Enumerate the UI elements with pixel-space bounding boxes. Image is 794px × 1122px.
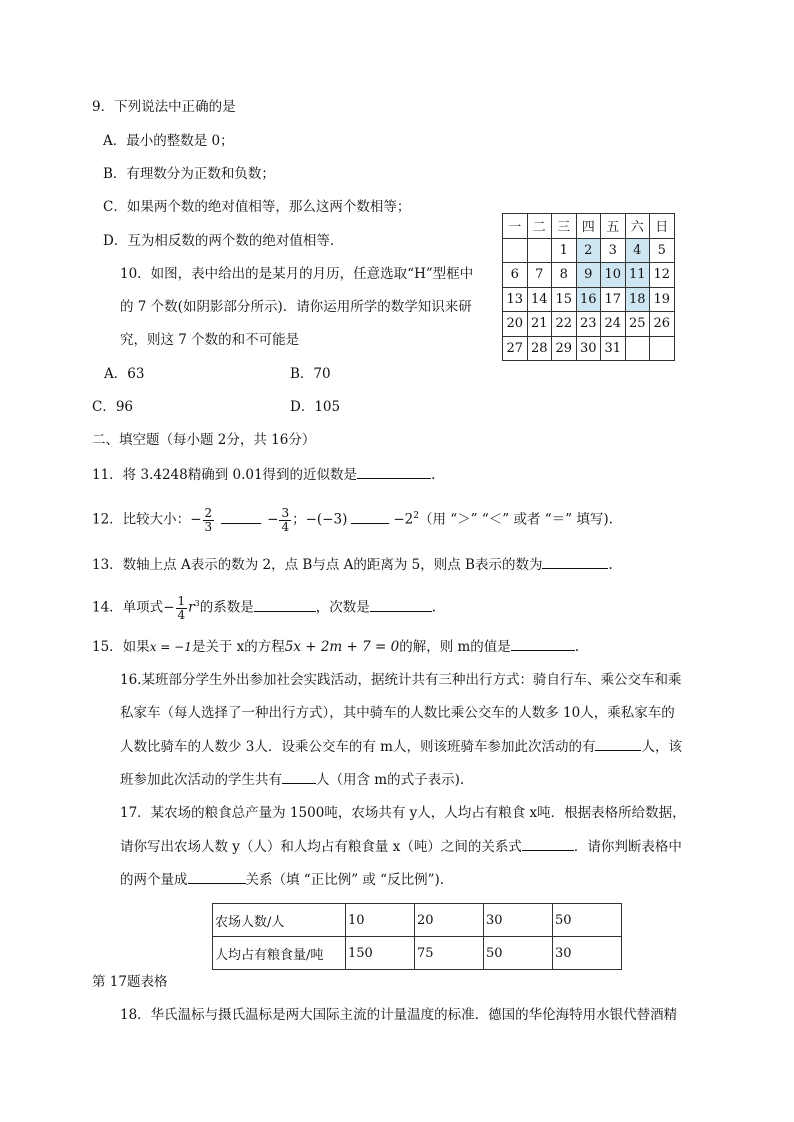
calendar-cell: 12 [650, 263, 675, 288]
q16-line1: 16.某班部分学生外出参加社会实践活动，据统计共有三种出行方式：骑自行车、乘公交车和乘 [120, 672, 682, 688]
calendar-cell: 17 [601, 287, 626, 312]
section-heading: 二、填空题（每小题 2分，共 16分） [92, 432, 316, 448]
q18-line1: 18．华氏温标与摄氏温标是两大国际主流的计量温度的标准．德国的华伦海特用水银代替酒精 [120, 1007, 678, 1023]
calendar-cell: 31 [601, 336, 626, 361]
calendar-cell: 28 [527, 336, 552, 361]
q12-mid: ；−(−3) [292, 511, 348, 528]
calendar-cell [527, 238, 552, 263]
calendar-cell: 29 [552, 336, 577, 361]
table-cell: 30 [484, 904, 553, 937]
q16-answer-blank-2[interactable] [282, 769, 316, 784]
q17-line3b: 关系（填 “正比例” 或 “反比例”). [245, 872, 445, 888]
q12-suffix: （用 “＞” “＜” 或者 “＝” 填写). [418, 511, 613, 528]
calendar-cell-shaded: 4 [625, 238, 650, 263]
q14-mid: 的系数是 [199, 599, 254, 616]
calendar-cell-shaded: 10 [601, 263, 626, 288]
calendar-cell: 15 [552, 287, 577, 312]
q13-text: 13．数轴上点 A表示的数为 2，点 B与点 A的距离为 5，则点 B表示的数为 [92, 557, 543, 573]
calendar-cell [650, 336, 675, 361]
calendar-cell-shaded: 16 [576, 287, 601, 312]
q12-f1-den: 3 [204, 519, 213, 534]
q15-answer-blank[interactable] [511, 636, 575, 651]
q14-coef-den: 4 [177, 607, 186, 622]
table-row [213, 904, 622, 937]
q15-mid: 是关于 x的方程 [191, 639, 285, 655]
q16-line2: 私家车（每人选择了一种出行方式），其中骑车的人数比乘公交车的人数多 10人，乘私家车的 [120, 705, 675, 721]
q12-f1-num: 2 [204, 505, 213, 520]
q15-mid2: 的解，则 m的值是 [399, 639, 511, 655]
calendar-header: 一 [503, 214, 528, 239]
q15 [92, 636, 579, 657]
q17-answer-blank-1[interactable] [522, 836, 574, 851]
table-cell: 30 [553, 937, 622, 970]
q13-end: . [608, 557, 613, 573]
calendar-cell: 23 [576, 312, 601, 337]
q17-answer-blank-2[interactable] [188, 869, 246, 884]
q14-var: r [188, 599, 195, 616]
q10-line1: 10．如图，表中给出的是某月的月历，任意选取“H”型框中 [120, 266, 474, 282]
calendar-cell-shaded: 18 [625, 287, 650, 312]
q9-option-c: C．如果两个数的绝对值相等，那么这两个数相等； [103, 199, 411, 215]
calendar-cell: 26 [650, 312, 675, 337]
calendar-cell-shaded: 9 [576, 263, 601, 288]
q11-answer-blank[interactable] [357, 464, 431, 479]
calendar-cell: 30 [576, 336, 601, 361]
q12-f2-num: 3 [281, 505, 290, 520]
q14-coef-num: 1 [177, 593, 186, 608]
q12-exp: 2 [413, 511, 419, 521]
calendar-cell: 3 [601, 238, 626, 263]
q12-fraction-2 [279, 507, 291, 534]
table-cell: 75 [415, 937, 484, 970]
q16-line4a: 班参加此次活动的学生共有 [120, 772, 282, 788]
q13-answer-blank[interactable] [542, 554, 608, 569]
q10-option-b: B．70 [290, 366, 331, 382]
q16-answer-blank-1[interactable] [595, 736, 641, 751]
q11-end: . [431, 467, 436, 483]
q10-option-a: A．63 [104, 366, 145, 382]
calendar-cell: 5 [650, 238, 675, 263]
q9-option-b: B．有理数分为正数和负数； [103, 166, 275, 182]
q15-prefix: 15．如果 [92, 639, 150, 655]
q10-option-c: C．96 [92, 399, 134, 415]
q16-line4 [120, 769, 464, 790]
calendar-cell: 27 [503, 336, 528, 361]
q17-line2b: ．请你判断表格中 [573, 839, 682, 855]
calendar-cell: 6 [503, 263, 528, 288]
q10-option-d: D．105 [290, 399, 341, 415]
calendar-header: 二 [527, 214, 552, 239]
q14: 14．单项式− $\frac{1}{4}$ $r^3$的系数是 ，次数是 . [92, 593, 436, 622]
table-caption: 第 17题表格 [92, 974, 168, 990]
farm-data-table [212, 903, 622, 970]
calendar-header: 日 [650, 214, 675, 239]
q15-equation: 5x + 2m + 7 = 0 [284, 639, 400, 655]
calendar-cell: 20 [503, 312, 528, 337]
q12-power: −2 [393, 511, 414, 528]
q10-line2: 的 7 个数(如阴影部分所示)．请你运用所学的数学知识来研 [120, 299, 472, 315]
q12: 12．比较大小：− $\frac{2}{3}$ − $\frac{3}{4}$ ；$-(-3) -2^2$（用 “＞” “＜” 或者 “＝” 填写). [92, 505, 613, 534]
q12-answer-blank-2[interactable] [351, 509, 389, 524]
q11 [92, 464, 435, 485]
calendar-header: 四 [576, 214, 601, 239]
calendar-header: 五 [601, 214, 626, 239]
calendar-cell: 8 [552, 263, 577, 288]
table-row [213, 937, 622, 970]
calendar-cell: 24 [601, 312, 626, 337]
calendar-cell: 1 [552, 238, 577, 263]
q13 [92, 554, 613, 575]
calendar-cell-shaded: 2 [576, 238, 601, 263]
table-cell: 50 [553, 904, 622, 937]
table-cell: 20 [415, 904, 484, 937]
calendar-header: 六 [625, 214, 650, 239]
q16-line3a: 人数比骑车的人数少 3人．设乘公交车的有 m人，则该班骑车参加此次活动的有 [120, 739, 596, 755]
q16-line4b: 人（用含 m的式子表示). [316, 772, 465, 788]
q17-line2 [120, 836, 682, 857]
q12-f2-den: 4 [281, 519, 290, 534]
q9-option-d: D．互为相反数的两个数的绝对值相等. [103, 233, 335, 249]
q16-line3b: 人，该 [641, 739, 682, 755]
calendar-cell: 19 [650, 287, 675, 312]
calendar-table [502, 213, 675, 361]
q11-text: 11．将 3.4248精确到 0.01得到的近似数是 [92, 467, 358, 483]
calendar-cell: 25 [625, 312, 650, 337]
calendar-cell: 13 [503, 287, 528, 312]
q17-line3 [120, 869, 444, 890]
q9-option-a: A．最小的整数是 0； [103, 133, 234, 149]
table-cell: 10 [346, 904, 415, 937]
calendar-header: 三 [552, 214, 577, 239]
q14-end: . [431, 599, 436, 616]
calendar-cell: 7 [527, 263, 552, 288]
q10-line3: 究，则这 7 个数的和不可能是 [120, 332, 300, 348]
table-row-label: 人均占有粮食量/吨 [213, 937, 346, 970]
q15-end: . [574, 639, 580, 655]
q14-answer-blank-1[interactable] [254, 597, 316, 612]
calendar-cell-shaded: 11 [625, 263, 650, 288]
q14-fraction [176, 595, 188, 622]
q17-line3a: 的两个量成 [120, 872, 188, 888]
q14-answer-blank-2[interactable] [370, 597, 432, 612]
q17-line1: 17．某农场的粮食总产量为 1500吨，农场共有 y人，人均占有粮食 x吨．根据表格所给数据， [120, 805, 686, 821]
q16-line3 [120, 736, 682, 757]
table-cell: 150 [346, 937, 415, 970]
q14-prefix: 14．单项式 [92, 599, 164, 616]
q12-answer-blank-1[interactable] [221, 509, 261, 524]
calendar-cell [625, 336, 650, 361]
calendar-cell: 14 [527, 287, 552, 312]
q12-prefix: 12．比较大小： [92, 511, 191, 528]
table-row-label: 农场人数/人 [213, 904, 346, 937]
q14-mid2: ，次数是 [315, 599, 370, 616]
table-cell: 50 [484, 937, 553, 970]
calendar-cell [503, 238, 528, 263]
q12-fraction-1 [203, 507, 215, 534]
q9-stem: 9．下列说法中正确的是 [92, 99, 236, 115]
calendar-cell: 22 [552, 312, 577, 337]
calendar-cell: 21 [527, 312, 552, 337]
q15-cond: x = −1 [149, 640, 192, 654]
q17-line2a: 请你写出农场人数 y（人）和人均占有粮食量 x（吨）之间的关系式 [120, 839, 522, 855]
